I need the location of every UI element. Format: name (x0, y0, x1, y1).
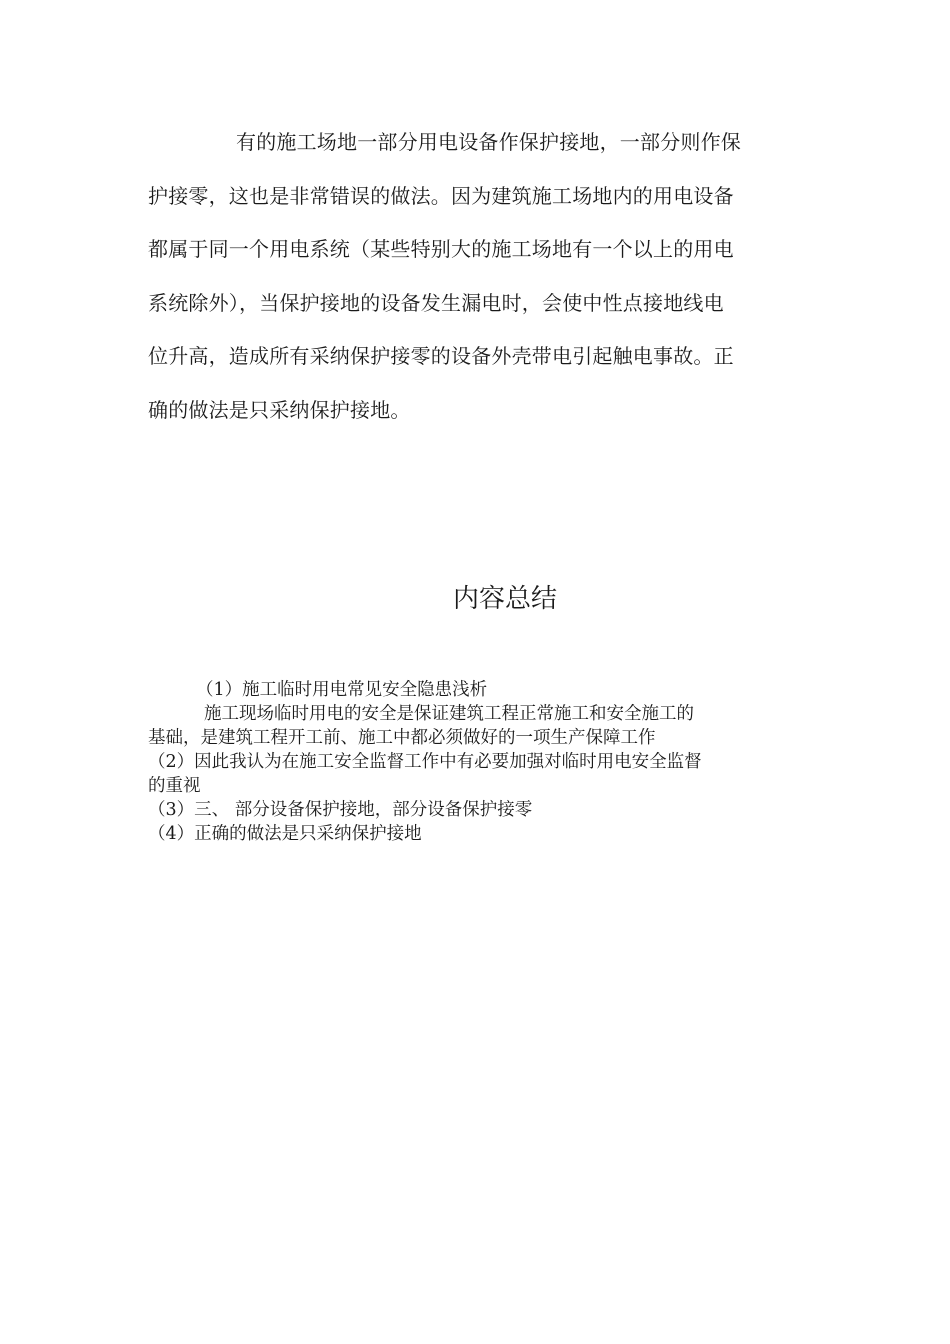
paragraph-line: 确的做法是只采纳保护接地。 (148, 397, 411, 422)
summary-item: （3）三、 部分设备保护接地，部分设备保护接零 (148, 800, 533, 820)
summary-item: （2）因此我认为在施工安全监督工作中有必要加强对临时用电安全监督 (148, 752, 702, 772)
paragraph-line: 都属于同一个用电系统（某些特别大的施工场地有一个以上的用电 (148, 237, 734, 261)
summary-heading: 内容总结 (452, 584, 557, 614)
summary-item: 施工现场临时用电的安全是保证建筑工程正常施工和安全施工的 (204, 704, 694, 724)
summary-item: （4）正确的做法是只采纳保护接地 (148, 824, 422, 844)
summary-item: 基础，是建筑工程开工前、施工中都必须做好的一项生产保障工作 (148, 728, 656, 748)
body-paragraph (148, 116, 798, 437)
summary-item: 的重视 (148, 776, 201, 796)
paragraph-line: 有的施工场地一部分用电设备作保护接地，一部分则作保 (236, 130, 741, 154)
summary-item: （1）施工临时用电常见安全隐患浅析 (196, 680, 488, 700)
summary-list (148, 678, 808, 846)
paragraph-line: 护接零，这也是非常错误的做法。因为建筑施工场地内的用电设备 (148, 183, 734, 208)
paragraph-line: 系统除外），当保护接地的设备发生漏电时，会使中性点接地线电 (148, 290, 724, 315)
paragraph-line: 位升高，造成所有采纳保护接零的设备外壳带电引起触电事故。正 (148, 344, 734, 368)
